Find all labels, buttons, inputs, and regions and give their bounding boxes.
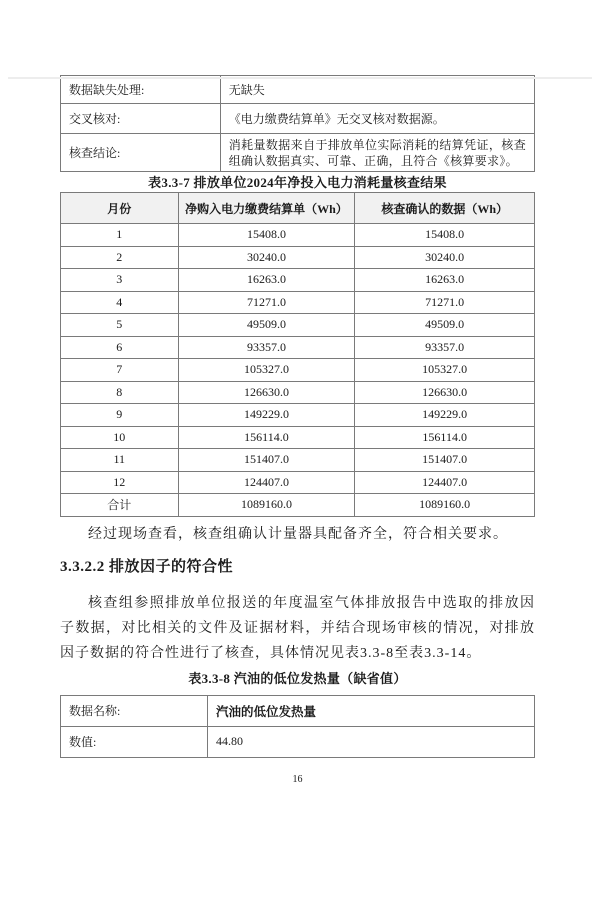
value-cell: 126630.0 bbox=[355, 381, 535, 404]
table-row bbox=[61, 726, 535, 757]
value-cell: 30240.0 bbox=[355, 246, 535, 269]
table-row bbox=[61, 76, 535, 104]
emission-factor-paragraph: 核查组参照排放单位报送的年度温室气体排放报告中选取的排放因子数据，对比相关的文件及证据材料，并结合现场审核的情况，对排放因子数据的符合性进行了核查，具体情况见表3.3-8至表3.3-14。 bbox=[60, 595, 535, 661]
table-row bbox=[61, 426, 535, 449]
value-cell: 71271.0 bbox=[355, 291, 535, 314]
value-cell: 124407.0 bbox=[178, 471, 355, 494]
gasoline-heating-value-table bbox=[60, 695, 535, 758]
value-cell: 151407.0 bbox=[355, 449, 535, 472]
month-cell: 10 bbox=[61, 426, 179, 449]
value-cell: 151407.0 bbox=[178, 449, 355, 472]
month-cell: 12 bbox=[61, 471, 179, 494]
table-row bbox=[61, 104, 535, 134]
value-cell: 126630.0 bbox=[178, 381, 355, 404]
value-cell: 156114.0 bbox=[178, 426, 355, 449]
table-row bbox=[61, 134, 535, 172]
value-cell: 49509.0 bbox=[355, 314, 535, 337]
table-row bbox=[61, 246, 535, 269]
value-cell: 71271.0 bbox=[178, 291, 355, 314]
factor-label: 数据名称: bbox=[61, 695, 208, 726]
info-label: 核查结论: bbox=[61, 134, 221, 172]
info-label: 交叉核对: bbox=[61, 104, 221, 134]
info-value: 消耗量数据来自于排放单位实际消耗的结算凭证，核查组确认数据真实、可靠、正确，且符合《核算要求》。 bbox=[220, 134, 534, 172]
value-cell: 15408.0 bbox=[178, 224, 355, 247]
info-value: 《电力缴费结算单》无交叉核对数据源。 bbox=[220, 104, 534, 134]
month-cell: 6 bbox=[61, 336, 179, 359]
month-cell: 合计 bbox=[61, 494, 179, 517]
info-label: 数据缺失处理: bbox=[61, 76, 221, 104]
value-cell: 105327.0 bbox=[178, 359, 355, 382]
table-row bbox=[61, 224, 535, 247]
table-row bbox=[61, 336, 535, 359]
consumption-table-body bbox=[61, 224, 535, 517]
table-row bbox=[61, 381, 535, 404]
meter-note-paragraph: 经过现场查看，核查组确认计量器具配备齐全，符合相关要求。 bbox=[88, 526, 508, 542]
month-cell: 7 bbox=[61, 359, 179, 382]
month-cell: 4 bbox=[61, 291, 179, 314]
page-number: 16 bbox=[292, 773, 303, 785]
value-cell: 124407.0 bbox=[355, 471, 535, 494]
month-cell: 2 bbox=[61, 246, 179, 269]
value-cell: 105327.0 bbox=[355, 359, 535, 382]
table-row bbox=[61, 269, 535, 292]
page-top-edge-line bbox=[8, 77, 592, 79]
table-338-caption: 表3.3-8 汽油的低位发热量（缺省值） bbox=[188, 670, 407, 686]
table-header-row bbox=[61, 193, 535, 224]
info-value: 无缺失 bbox=[220, 76, 534, 104]
electricity-consumption-table bbox=[60, 192, 535, 517]
factor-value: 44.80 bbox=[207, 726, 534, 757]
document-page bbox=[0, 75, 600, 923]
factor-label: 数值: bbox=[61, 726, 208, 757]
table-row bbox=[61, 291, 535, 314]
value-cell: 16263.0 bbox=[355, 269, 535, 292]
value-cell: 49509.0 bbox=[178, 314, 355, 337]
value-cell: 1089160.0 bbox=[178, 494, 355, 517]
table-row bbox=[61, 314, 535, 337]
value-cell: 93357.0 bbox=[355, 336, 535, 359]
table-row bbox=[61, 471, 535, 494]
value-cell: 30240.0 bbox=[178, 246, 355, 269]
value-cell: 15408.0 bbox=[355, 224, 535, 247]
table-337-caption: 表3.3-7 排放单位2024年净投入电力消耗量核查结果 bbox=[148, 175, 447, 190]
month-cell: 1 bbox=[61, 224, 179, 247]
table-row bbox=[61, 449, 535, 472]
section-heading: 3.3.2.2 排放因子的符合性 bbox=[60, 558, 234, 575]
value-cell: 156114.0 bbox=[355, 426, 535, 449]
table-row bbox=[61, 494, 535, 517]
month-cell: 3 bbox=[61, 269, 179, 292]
value-cell: 149229.0 bbox=[178, 404, 355, 427]
value-cell: 149229.0 bbox=[355, 404, 535, 427]
table-row bbox=[61, 695, 535, 726]
column-header-settlement: 净购入电力缴费结算单（Wh） bbox=[178, 193, 355, 224]
month-cell: 11 bbox=[61, 449, 179, 472]
table-row bbox=[61, 404, 535, 427]
factor-value: 汽油的低位发热量 bbox=[207, 695, 534, 726]
data-quality-info-table bbox=[60, 75, 535, 172]
value-cell: 16263.0 bbox=[178, 269, 355, 292]
table-row bbox=[61, 359, 535, 382]
value-cell: 93357.0 bbox=[178, 336, 355, 359]
month-cell: 5 bbox=[61, 314, 179, 337]
value-cell: 1089160.0 bbox=[355, 494, 535, 517]
column-header-month: 月份 bbox=[61, 193, 179, 224]
month-cell: 9 bbox=[61, 404, 179, 427]
month-cell: 8 bbox=[61, 381, 179, 404]
column-header-verified: 核查确认的数据（Wh） bbox=[355, 193, 535, 224]
